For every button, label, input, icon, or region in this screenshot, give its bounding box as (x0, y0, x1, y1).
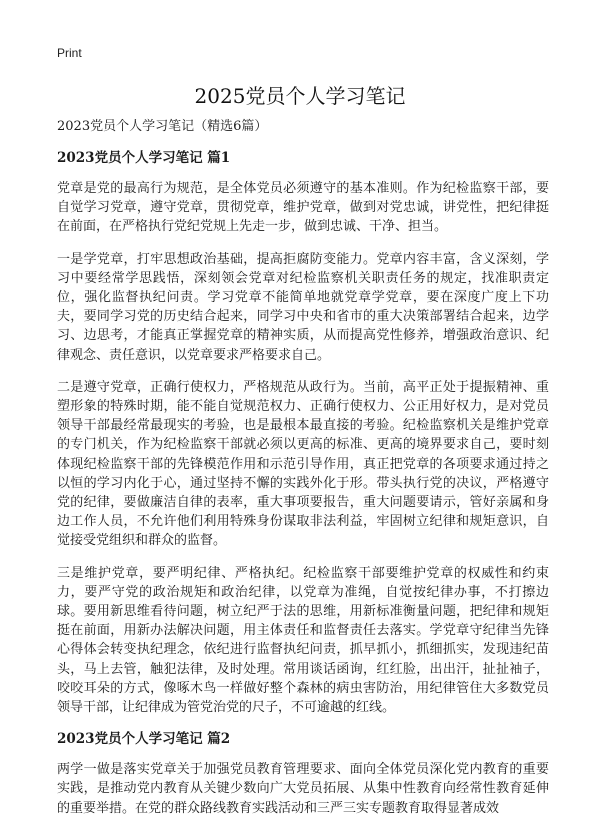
paragraph: 二是遵守党章，正确行使权力，严格规范从政行为。当前，高平正处于提振精神、重塑形象的特殊时期，能不能自觉规范权力、正确行使权力、公正用好权力，是对党员领导干部最经常最现实的考验，也是最根本最直接的考验。纪检监察机关是维护党章的专门机关，作为纪检监察干部就必须以更高的标准、更高的境界要求自己，要时刻体现纪检监察干部的先锋模范作用和示范引导作用，真正把党章的各项要求通过持之以恒的学习内化于心，通过坚持不懈的实践外化于形。带头执行党的决议，严格遵守党的纪律，要做廉洁自律的表率，重大事项要报告，重大问题要请示，管好亲属和身边工作人员，不允许他们利用特殊身份谋取非法利益，牢固树立纪律和规矩意识，自觉接受党组织和群众的监督。 (57, 379, 549, 549)
document-body (57, 118, 549, 828)
paragraph: 两学一做是落实党章关于加强党员教育管理要求、面向全体党员深化党内教育的重要实践，是推动党内教育从关键少数向广大党员拓展、从集中性教育向经常性教育延伸的重要举措。在党的群众路线教育实践活动和三严三实专题教育取得显著成效 (57, 762, 549, 816)
paragraph: 三是维护党章，要严明纪律、严格执纪。纪检监察干部要维护党章的权威性和约束力，要严守党的政治规矩和政治纪律，以党章为准绳，自觉按纪律办事，不打擦边球。要用新思维看待问题，树立纪严于法的思维，用新标准衡量问题，把纪律和规矩挺在前面，用新办法解决问题，用主体责任和监督责任去落实。学党章守纪律当先锋心得体会转变执纪理念，依纪进行监督执纪问责，抓早抓小，抓细抓实，发现违纪苗头，马上去管，触犯法律，及时处理。常用谈话函询，红红脸，出出汗，扯扯袖子，咬咬耳朵的方式，像啄木鸟一样做好整个森林的病虫害防治，用纪律管住大多数党员领导干部，让纪律成为管党治党的尺子，不可逾越的红线。 (57, 565, 549, 716)
print-label: Print (57, 46, 82, 60)
document-title: 2025党员个人学习笔记 (194, 84, 406, 108)
paragraph: 党章是党的最高行为规范，是全体党员必须遵守的基本准则。作为纪检监察干部，要自觉学习党章，遵守党章，贯彻党章，维护党章，做到对党忠诚，讲党性，把纪律挺在前面，在严格执行党纪党规上先走一步，做到忠诚、干净、担当。 (57, 181, 549, 235)
section-1 (57, 149, 549, 717)
section-heading: 2023党员个人学习笔记 篇1 (57, 150, 231, 166)
section-2 (57, 730, 549, 818)
document-subtitle: 2023党员个人学习笔记（精选6篇） (57, 119, 268, 134)
paragraph: 一是学党章，打牢思想政治基础，提高拒腐防变能力。党章内容丰富，含义深刻，学习中要经常学思践悟，深刻领会党章对纪检监察机关职责任务的规定，找准职责定位，强化监督执纪问责。学习党章不能简单地就党章学党章，要在深度广度上下功夫，要同学习党的历史结合起来，同学习中央和省市的重大决策部署结合起来，边学习、边思考，才能真正掌握党章的精神实质，从而提高党性修养，增强政治意识、纪律观念、责任意识，以党章要求严格要求自己。 (57, 251, 549, 363)
section-heading: 2023党员个人学习笔记 篇2 (57, 731, 231, 748)
